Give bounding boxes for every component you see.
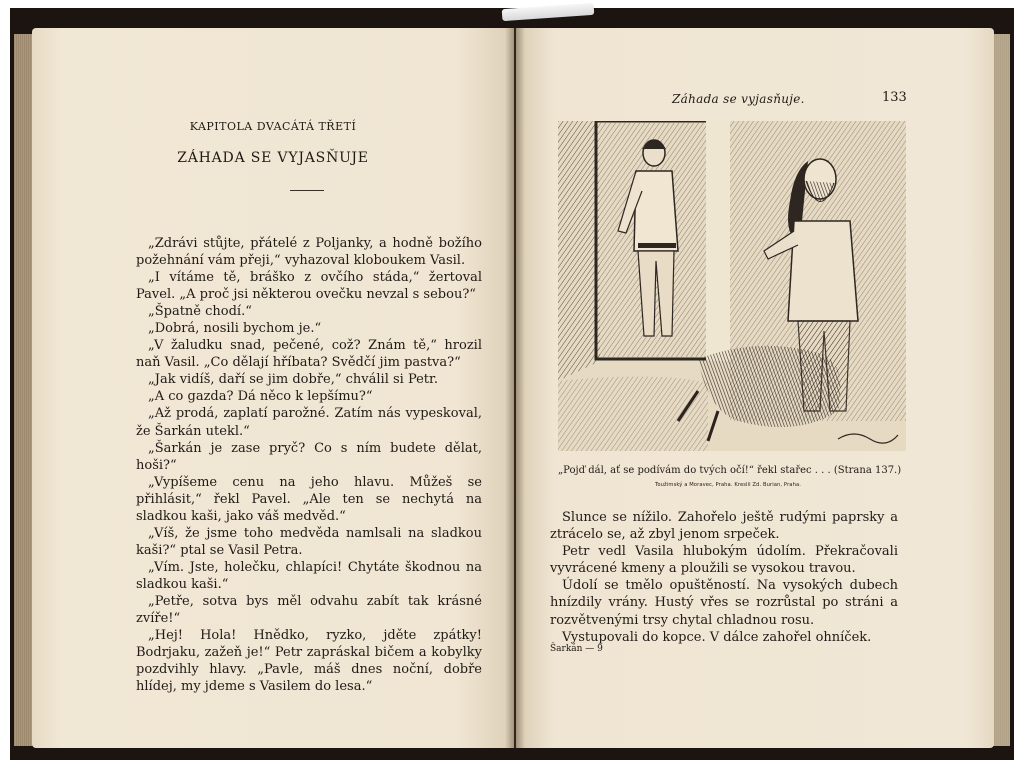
chapter-label: KAPITOLA DVACÁTÁ TŘETÍ — [189, 120, 357, 133]
illustration — [558, 121, 906, 451]
paragraph: „Šarkán je zase pryč? Co s ním budete dělat, hoši?“ — [136, 440, 482, 473]
paragraph: Petr vedl Vasila hlubokým údolím. Překračovali vyvrácené kmeny a ploužili se vysokou travou. — [550, 544, 898, 577]
illustration-credit: Toužimský a Moravec, Praha. Kreslil Zd. Burian, Praha. — [655, 482, 801, 488]
right-page-text — [550, 509, 898, 646]
page-number: 133 — [882, 90, 907, 105]
paragraph: Vystupovali do kopce. V dálce zahořel ohníček. — [562, 629, 872, 645]
paragraph: „Špatně chodí.“ — [148, 304, 252, 320]
left-page-edges — [14, 34, 34, 746]
left-page-text — [136, 235, 482, 695]
running-head: Záhada se vyjasňuje. — [672, 92, 805, 106]
paragraph: „Až prodá, zaplatí parožné. Zatím nás vypeskoval, že Šarkán utekl.“ — [136, 406, 482, 439]
pen-drawing-illustration — [558, 121, 906, 451]
paragraph: „Hej! Hola! Hnědko, ryzko, jděte zpátky! Bodrjaku, zažeň je!“ Petr zapráskal bičem a kobylky pozdvihly hlavy. „Pavle, máš dnes noční, dobře hlídej, my jdeme s Vasilem do lesa.“ — [136, 628, 482, 695]
paragraph: „V žaludku snad, pečené, což? Znám tě,“ hrozil naň Vasil. „Co dělají hříbata? Svědčí jim pastva?“ — [136, 338, 482, 371]
sheet-signature: Šarkán — 9 — [550, 644, 603, 654]
illustration-caption: „Pojď dál, ať se podívám do tvých očí!“ řekl stařec . . . (Strana 137.) — [558, 465, 902, 476]
paragraph: Slunce se nížilo. Zahořelo ještě rudými paprsky a ztrácelo se, až zbyl jenom srpeček. — [550, 510, 898, 543]
paragraph: „Víš, že jsme toho medvěda namlsali na sladkou kaši?“ ptal se Vasil Petra. — [136, 525, 482, 558]
paragraph: „A co gazda? Dá něco k lepšímu?“ — [148, 389, 373, 405]
title-divider — [290, 190, 324, 191]
paragraph: „Zdrávi stůjte, přátelé z Poljanky, a hodně božího požehnání vám přeji,“ vyhazoval kloboukem Vasil. — [136, 236, 482, 269]
paragraph: Údolí se tmělo opuštěností. Na vysokých dubech hnízdily vrány. Hustý vřes se rozrůstal po stráni a rozvětvenými trsy chytal chladnou rosu. — [550, 578, 898, 628]
paragraph: „Vím. Jste, holečku, chlapíci! Chytáte škodnou na sladkou kaši.“ — [136, 559, 482, 592]
right-page-edges — [992, 34, 1010, 746]
left-page — [32, 28, 514, 748]
paragraph: „Dobrá, nosili bychom je.“ — [148, 321, 322, 337]
paragraph: „Petře, sotva bys měl odvahu zabít tak krásné zvíře!“ — [136, 593, 482, 627]
paragraph: „Jak vidíš, daří se jim dobře,“ chválil si Petr. — [148, 372, 438, 388]
chapter-title: ZÁHADA SE VYJASŇUJE — [177, 150, 369, 166]
book-gutter — [505, 28, 525, 748]
right-page — [516, 28, 994, 748]
paragraph: „I vítáme tě, bráško z ovčího stáda,“ žertoval Pavel. „A proč jsi některou ovečku nevzal s sebou?“ — [136, 270, 482, 303]
paragraph: „Vypíšeme cenu na jeho hlavu. Můžeš se přihlásit,“ řekl Pavel. „Ale ten se nechytá na sladkou kaši, jako váš medvěd.“ — [136, 474, 482, 524]
